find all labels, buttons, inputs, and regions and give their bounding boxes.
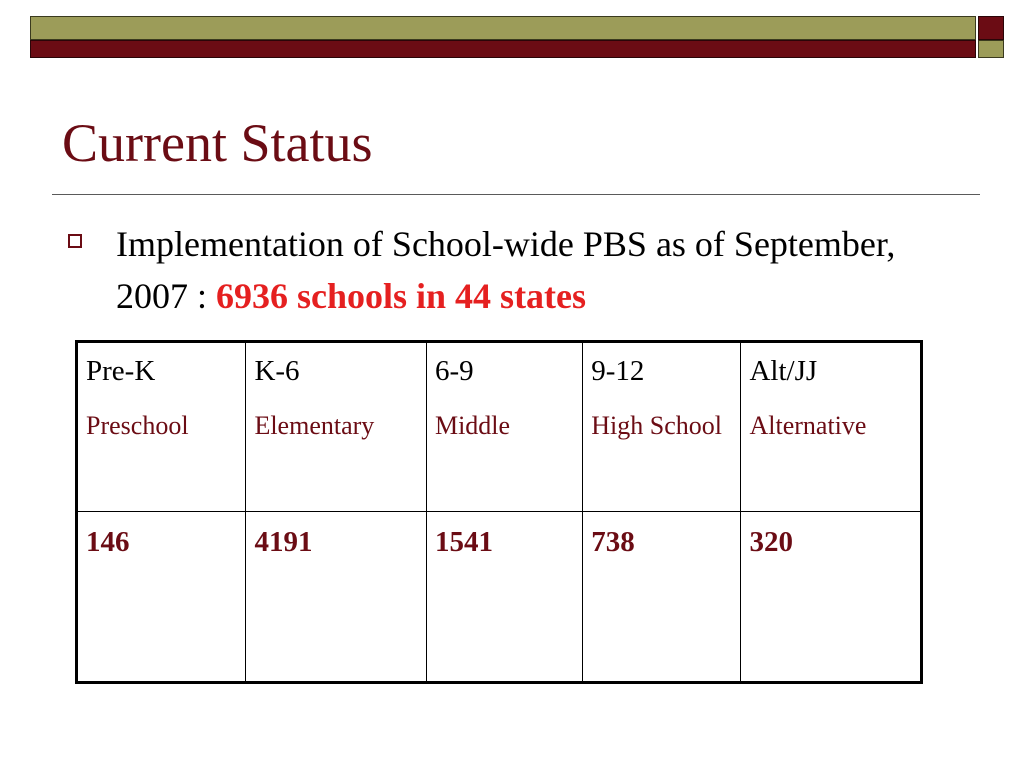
- bullet-item: [68, 218, 968, 322]
- header-square-olive: [978, 40, 1004, 58]
- bullet-text: [116, 218, 968, 322]
- square-bullet-icon: [68, 234, 82, 248]
- grade-cell: Pre-K: [77, 342, 246, 404]
- schools-table: [75, 340, 923, 684]
- level-cell: Middle: [426, 404, 582, 512]
- header-square-maroon: [978, 16, 1004, 40]
- grade-cell: 9-12: [583, 342, 741, 404]
- count-cell: 1541: [426, 512, 582, 683]
- count-cell: 320: [741, 512, 922, 683]
- count-cell: 4191: [246, 512, 427, 683]
- slide-title: Current Status: [62, 113, 373, 173]
- level-cell: High School: [583, 404, 741, 512]
- count-cell: 738: [583, 512, 741, 683]
- level-cell: Preschool: [77, 404, 246, 512]
- grade-cell: 6-9: [426, 342, 582, 404]
- bullet-body-text: Implementation of School-wide PBS as of September, 2007 :: [116, 224, 896, 316]
- bullet-highlight-text: 6936 schools in 44 states: [216, 276, 587, 316]
- title-divider: [52, 194, 980, 195]
- table-row-grades: [77, 342, 922, 404]
- level-cell: Alternative: [741, 404, 922, 512]
- header-bar-maroon: [30, 40, 976, 58]
- level-cell: Elementary: [246, 404, 427, 512]
- grade-cell: Alt/JJ: [741, 342, 922, 404]
- header-bar-olive: [30, 16, 976, 40]
- table-row-counts: [77, 512, 922, 683]
- grade-cell: K-6: [246, 342, 427, 404]
- count-cell: 146: [77, 512, 246, 683]
- table-row-levels: [77, 404, 922, 512]
